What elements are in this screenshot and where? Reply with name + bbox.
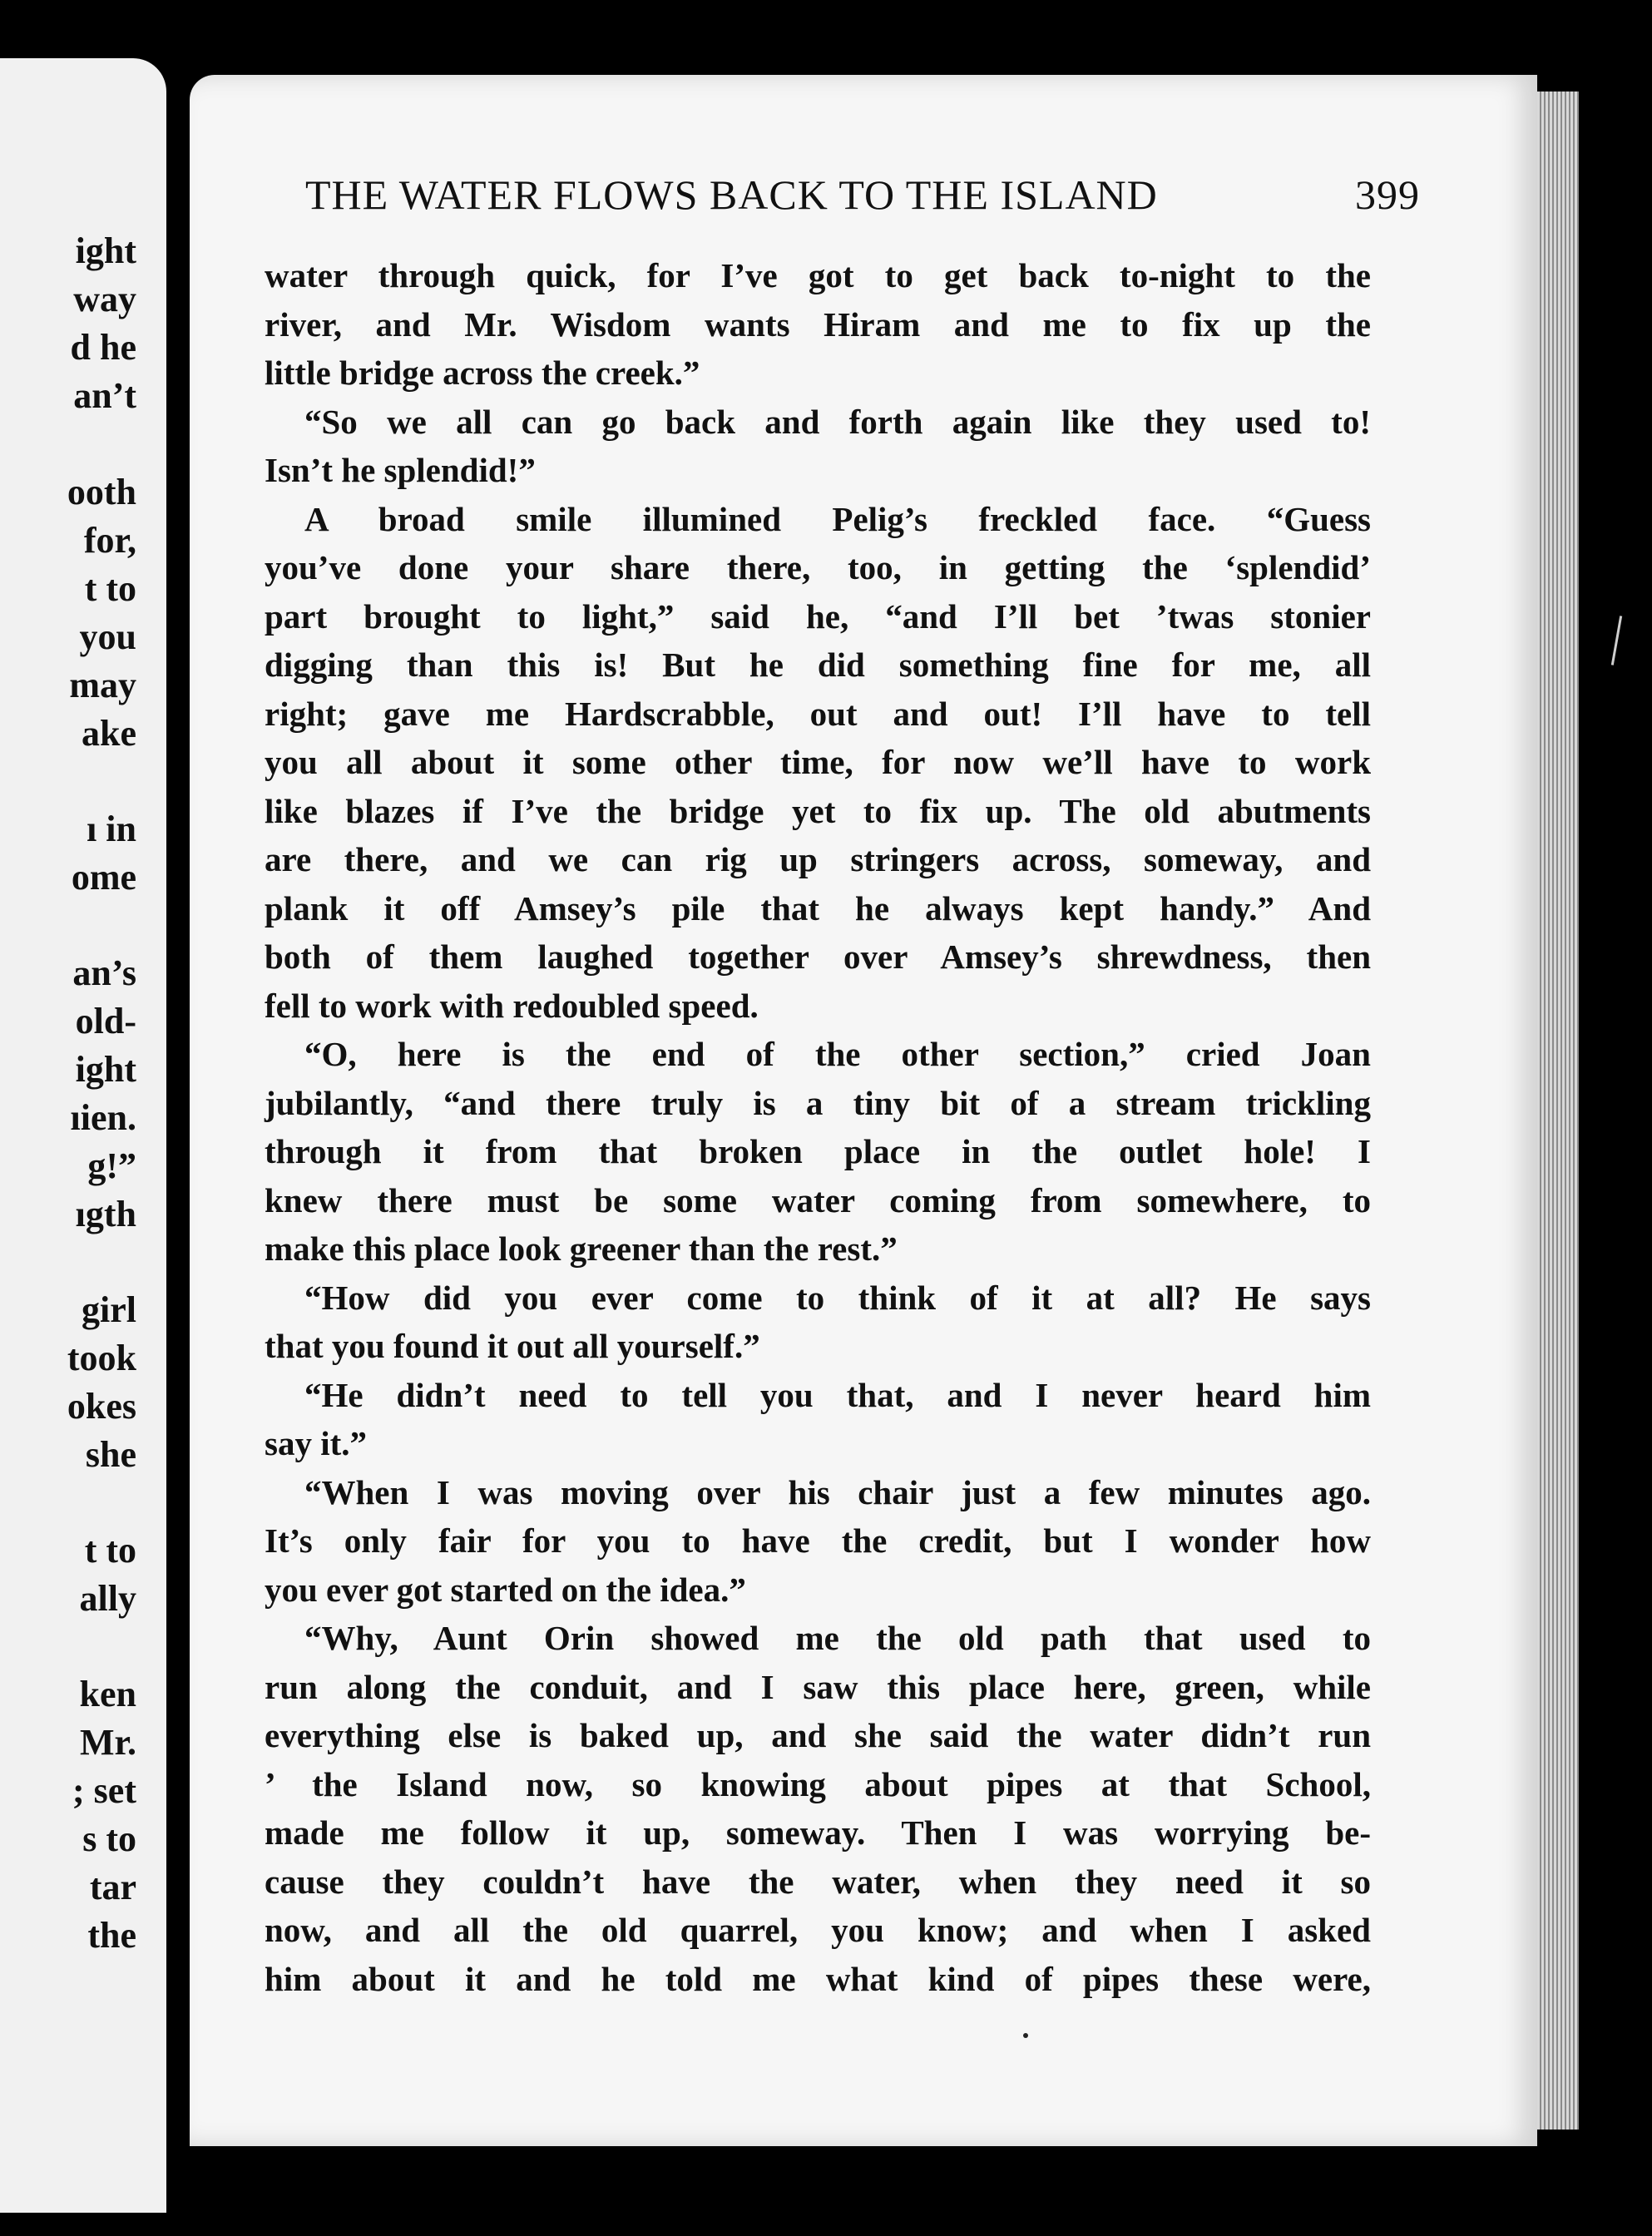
book-gutter (166, 50, 191, 2179)
text-line: you’ve done your share there, too, in getting the ‘splendid’ (265, 548, 1371, 586)
left-page-fragment: the (87, 1915, 136, 1956)
text-line: river, and Mr. Wisdom wants Hiram and me to fix up the (265, 304, 1371, 344)
margin-mark (1611, 616, 1622, 665)
text-line: “How did you ever come to think of it at all? He says (304, 1278, 1371, 1317)
text-line: “So we all can go back and forth again like they used to! (304, 402, 1371, 441)
left-page-fragment: okes (67, 1386, 136, 1427)
text-line: right; gave me Hardscrabble, out and out! I’ll have to tell (265, 694, 1371, 733)
left-page-fragment: ake (82, 713, 136, 754)
left-page-fragment: tar (89, 1867, 136, 1907)
text-line: through it from that broken place in the outlet hole! I (265, 1132, 1371, 1170)
left-page-fragment: s to (82, 1818, 136, 1859)
left-page-fragment: Mr. (79, 1722, 136, 1763)
left-page-fragment: ken (79, 1674, 136, 1714)
text-line: Isn’t he splendid!” (265, 451, 536, 489)
text-line: digging than this is! But he did something fine for me, all (265, 646, 1371, 684)
left-page-fragment: d he (70, 327, 136, 368)
left-page-fragment: ight (75, 1049, 136, 1090)
left-page-fragment: ıien. (70, 1097, 136, 1138)
text-line: jubilantly, “and there truly is a tiny bit of a stream trickling (265, 1083, 1371, 1122)
text-line: like blazes if I’ve the bridge yet to fix up. The old abutments (265, 791, 1371, 830)
left-page-fragment: ooth (67, 472, 136, 512)
text-line: everything else is baked up, and she said the water didn’t run (265, 1716, 1371, 1754)
text-line: made me follow it up, someway. Then I was worrying be- (265, 1813, 1371, 1852)
text-line: “Why, Aunt Orin showed me the old path that used to (304, 1619, 1371, 1657)
text-line: him about it and he told me what kind of pipes these were, (265, 1959, 1371, 1998)
left-page-fragment: way (73, 279, 136, 319)
left-page-fragment: ally (79, 1578, 136, 1619)
text-line: now, and all the old quarrel, you know; and when I asked (265, 1911, 1371, 1949)
left-page-fragment: you (79, 616, 136, 657)
text-line: you all about it some other time, for now we’ll have to work (265, 743, 1371, 781)
text-line: “O, here is the end of the other section,” cried Joan (304, 1035, 1371, 1073)
text-line: It’s only fair for you to have the credit, but I wonder how (265, 1521, 1371, 1560)
left-page-fragment: t to (84, 568, 136, 609)
left-page-fragment: old- (75, 1001, 136, 1041)
page-number: 399 (1355, 171, 1420, 218)
previous-page-fragment (0, 58, 166, 2213)
text-line: ’ the Island now, so knowing about pipes at that School, (265, 1764, 1371, 1803)
left-page-fragment: she (85, 1434, 136, 1475)
running-title: THE WATER FLOWS BACK TO THE ISLAND (305, 171, 1158, 218)
left-page-fragment: ı in (87, 809, 136, 849)
left-page-fragment: girl (82, 1289, 136, 1330)
left-page-fragment: t to (84, 1530, 136, 1571)
left-page-fragment: ome (71, 857, 136, 898)
text-line: part brought to light,” said he, “and I’ll bet ’twas stonier (265, 596, 1371, 636)
text-line: “He didn’t need to tell you that, and I never heard him (304, 1375, 1371, 1414)
left-page-fragment: ; set (72, 1770, 136, 1811)
text-line: cause they couldn’t have the water, when they need it so (265, 1862, 1371, 1901)
text-line: you ever got started on the idea.” (265, 1570, 746, 1609)
text-line: make this place look greener than the rest.” (265, 1229, 898, 1268)
text-line: both of them laughed together over Amsey’s shrewdness, then (265, 937, 1371, 976)
text-line: say it.” (265, 1424, 367, 1462)
text-line: A broad smile illumined Pelig’s freckled face. “Guess (304, 499, 1371, 538)
page-edges (1537, 92, 1579, 2130)
text-line: plank it off Amsey’s pile that he always kept handy.” And (265, 888, 1371, 928)
text-line: “When I was moving over his chair just a few minutes ago. (304, 1472, 1371, 1511)
body-text (265, 251, 1371, 2003)
left-page-fragment: an’s (72, 952, 136, 993)
text-line: little bridge across the creek.” (265, 354, 700, 392)
text-line: fell to work with redoubled speed. (265, 986, 759, 1025)
text-line: that you found it out all yourself.” (265, 1327, 760, 1365)
left-page-fragment: g!” (87, 1145, 136, 1186)
left-page-fragment: ıgth (75, 1194, 136, 1234)
text-line: are there, and we can rig up stringers across, someway, and (265, 840, 1371, 878)
text-line: knew there must be some water coming from somewhere, to (265, 1180, 1371, 1219)
left-page-fragment: for, (83, 520, 136, 561)
left-page-fragment: may (69, 665, 136, 705)
left-page-fragment: an’t (73, 375, 136, 416)
left-page-fragment: took (67, 1338, 136, 1378)
text-line: run along the conduit, and I saw this place here, green, while (265, 1667, 1371, 1706)
text-line: water through quick, for I’ve got to get back to-night to the (265, 256, 1371, 294)
left-page-fragment: ight (75, 230, 136, 271)
ink-dot (1023, 2033, 1028, 2038)
